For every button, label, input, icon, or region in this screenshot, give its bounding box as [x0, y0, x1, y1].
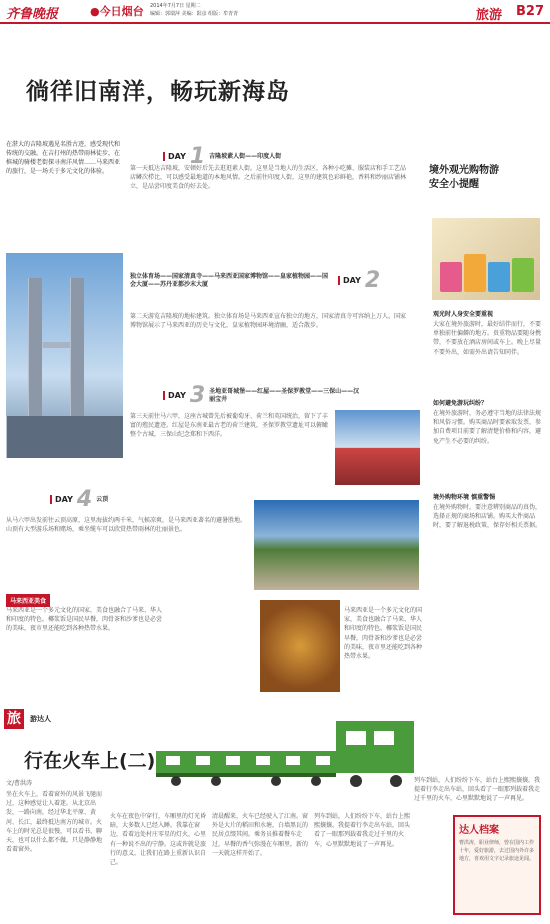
- food-text-2: 马来西亚是一个多元文化的国家，美食也融合了马来、华人和印度的特色。椰浆饭是国民早餐，肉骨茶和沙爹也是必尝的美味，夜市里还能吃到各种热带水果。: [344, 607, 423, 661]
- petronas-towers-photo: [6, 253, 123, 458]
- reader-profile-box: [453, 815, 541, 915]
- article-col3: 清晨醒来，火车已经驶入了江南。窗外是大片的稻田和水塘，白墙黑瓦的民居点缀其间。乘务员推着餐车走过，早餐的香气弥漫在车厢里，新的一天就这样开始了。: [212, 813, 309, 857]
- train-illustration: [156, 701, 416, 801]
- article-col4: 列车到站，人们纷纷下车，站台上熙熙攘攘。我提着行李走出车站，回头看了一眼那列载着我走过千里的火车，心里默默地说了一声再见。: [314, 813, 410, 848]
- shopping-bags-photo: [432, 218, 540, 300]
- intro-paragraph: 在湛大的吉隆坡遇见名胜古迹，感受现代和传统的交融，在吉打州的热带雨林徒步，在槟城的骑楼老街探寻南洋风情……马来西亚的旅行，是一场关于多元文化的体验。: [6, 141, 121, 175]
- tip3-text: 在境外购物时，要注意辨别商品的真伪，选择正规的商场和店铺。购买大件商品时，要了解退税政策，保存好相关票据。: [433, 504, 541, 530]
- tip2-heading: 如何避免游玩纠纷？: [433, 400, 488, 407]
- day4-text: 从马六甲出发前往云顶高原，这里海拔约两千米，气候凉爽，是马来西亚著名的避暑胜地。山顶有大型游乐场和赌场，乘坐缆车可以欣赏热带雨林的壮丽景色。: [6, 517, 246, 534]
- red-house-photo: [335, 410, 420, 485]
- tip1-heading: 观光时人身安全要重视: [433, 311, 494, 318]
- sidebar-title: 境外观光购物游 安全小提醒: [429, 165, 499, 190]
- travel-master-label: 游达人: [30, 715, 51, 723]
- article-author: 文/曹洪涛: [6, 780, 33, 787]
- article-col1: 坐在火车上，看着窗外的风景飞驰而过，这种感觉让人着迷。从北京出发，一路向南，经过华北平原、黄河、长江，最终抵达南方的城市。火车上的时光总是很慢，可以看书、聊天，也可以什么都不做，只是静静地看着窗外。: [6, 791, 103, 854]
- edition-label: ●今日烟台: [90, 5, 144, 18]
- page-number: B27: [516, 4, 544, 19]
- day2-heading: 独立体育场——国家清真寺——马来西亚国家博物馆——皇家植物园——国会大厦——苏丹亚都沙末大厦 DAY 2: [130, 268, 381, 293]
- day2-text: 第二天游览吉隆坡的地标建筑。独立体育场是马来西亚宣布独立的地方，国家清真寺可容纳上万人。国家博物馆展示了马来西亚的历史与文化，皇家植物园环境清幽，适合散步。: [130, 313, 407, 330]
- reader-profile-title: 达人档案: [459, 825, 499, 836]
- main-headline: 徜徉旧南洋，畅玩新海岛: [26, 79, 290, 105]
- day3-text: 第三天前往马六甲，这座古城曾先后被葡萄牙、荷兰和英国统治，留下了丰富的殖民遗迹。红屋是东南亚最古老的荷兰建筑，圣保罗教堂遗址可以俯瞰整个古城，三保山纪念郑和下西洋。: [130, 413, 329, 439]
- newspaper-logo: 齐鲁晚报: [6, 7, 59, 22]
- malaysia-food-tag: 马来西亚美食: [6, 594, 50, 607]
- tip3-heading: 境外购物环境 慎重警惕: [433, 494, 496, 501]
- malaysia-food-text: 马来西亚是一个多元文化的国家，美食也融合了马来、华人和印度的特色。椰浆饭是国民早餐，肉骨茶和沙爹也是必尝的美味，夜市里还能吃到各种热带水果。: [6, 607, 163, 633]
- reader-profile-text: 曹洪涛，职业律师，曾在国内工作十年，爱好旅游，去过国内外许多地方，喜欢用文字记录旅途见闻。: [459, 840, 535, 862]
- day4-heading: DAY 4 云顶: [50, 487, 108, 512]
- issue-meta: 2014年7月7日 星期二 编辑：郭瑞萍 美编：阳彦 组版：牟青青: [150, 3, 239, 17]
- food-photo: [260, 600, 340, 692]
- day1-text: 第一天抵达吉隆坡，安顿好后先去逛逛素人街。这里是当地人的生活区，各种小吃摊、服装店和手工艺品店鳞次栉比，可以感受最地道的本地风情。之后前往印度人街，这里的建筑色彩鲜艳，香料和纱丽店铺林立，是品尝印度美食的好去处。: [130, 165, 407, 191]
- article-col5: 列车到站，人们纷纷下车，站台上熙熙攘攘。我提着行李走出车站，回头看了一眼那列载着我走过千里的火车，心里默默地说了一声再见。: [414, 777, 541, 803]
- tip2-text: 在境外旅游时，务必遵守当地的法律法规和风俗习惯。购买商品时要索取发票，参加自费项目前要了解清楚价格和内容，避免产生不必要的纠纷。: [433, 410, 541, 445]
- travel-master-mark: 旅: [4, 709, 24, 729]
- article-col2: 火车在夜色中穿行，车厢里的灯光昏暗，大多数人已经入睡。我靠在窗边，看着远处村庄零星的灯火，心里有一种说不出的宁静。这或许就是旅行的意义，让我们在路上重新认识自己。: [110, 813, 207, 867]
- article-headline: 行在火车上(二): [24, 750, 156, 772]
- day3-heading: DAY 3 圣地亚哥城堡——红屋——圣保罗教堂——三保山——汉丽宝井: [163, 383, 359, 408]
- day1-heading: DAY 1 吉隆坡素人街——印度人街: [163, 144, 281, 169]
- tip1-text: 大家在境外旅游时，最好结伴而行，不要单独前往偏僻的地方。贵重物品要随身携带，不要放在酒店房间或车上。晚上尽量不要外出，如需外出请告知同伴。: [433, 321, 541, 356]
- section-name: 旅游: [475, 8, 502, 23]
- genting-photo: [254, 500, 419, 590]
- newspaper-header: [0, 0, 550, 24]
